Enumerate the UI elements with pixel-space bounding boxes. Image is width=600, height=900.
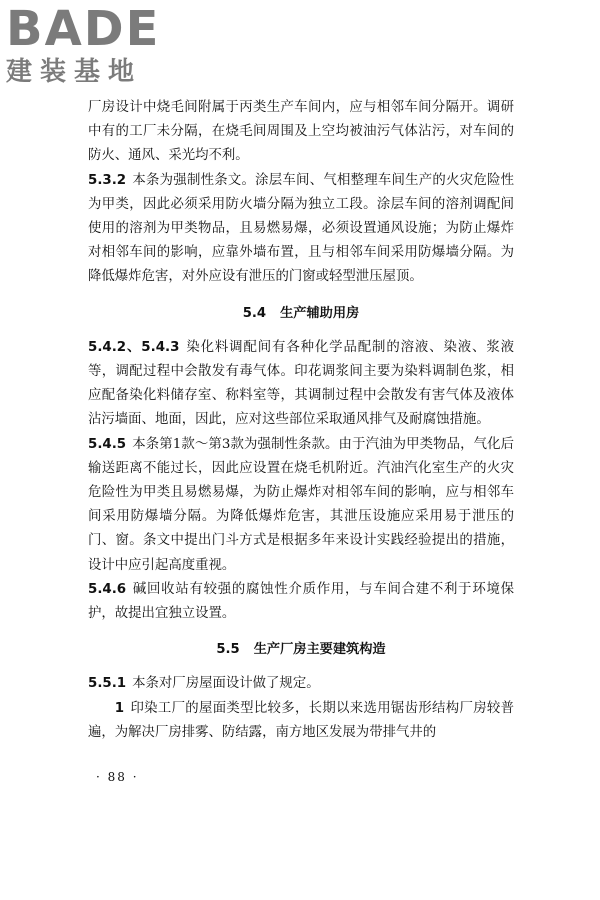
clause-text: 染化料调配间有各种化学品配制的溶液、染液、浆液等，调配过程中会散发有毒气体。印花调浆间主要为染料调制色浆，相应配备染化料储存室、称料室等，其调制过程中会散发有害气体及液体沾污墙面、地面，因此，应对这些部位采取通风排气及耐腐蚀措施。 xyxy=(88,339,514,428)
clause-5-4-6 xyxy=(88,578,514,626)
section-title-text: 生产辅助用房 xyxy=(280,305,360,321)
clause-5-3-2 xyxy=(88,169,514,290)
clause-text: 本条第1款～第3款为强制性条款。由于汽油为甲类物品，气化后输送距离不能过长，因此应设置在烧毛机附近。汽油汽化室生产的火灾危险性为甲类且易燃易爆，为防止爆炸对相邻车间的影响，应与相邻车间采用防爆墙分隔。为降低爆炸危害，其泄压设施应采用易于泄压的门、窗。条文中提出门斗方式是根据多年来设计实践经验提出的措施，设计中应引起高度重视。 xyxy=(88,436,514,573)
bade-logo xyxy=(6,1,176,88)
item-number: 1 xyxy=(114,700,125,716)
section-heading-5-4 xyxy=(88,302,514,326)
clause-5-4-5 xyxy=(88,433,514,578)
section-number: 5.4 xyxy=(242,305,267,321)
paragraph-text: 厂房设计中烧毛间附属于丙类生产车间内，应与相邻车间分隔开。调研中有的工厂未分隔，在烧毛间周围及上空均被油污气体沾污，对车间的防火、通风、采光均不利。 xyxy=(88,100,514,164)
page-number: · 88 · xyxy=(96,770,139,784)
logo-chinese-text: 建装基地 xyxy=(6,57,143,87)
clause-5-5-1 xyxy=(88,672,514,696)
clause-number: 5.5.1 xyxy=(88,676,127,692)
section-heading-5-5 xyxy=(88,638,514,662)
page-content xyxy=(88,96,514,745)
clause-text: 本条为强制性条文。涂层车间、气相整理车间生产的火灾危险性为甲类，因此必须采用防火墙分隔为独立工段。涂层车间的溶剂调配间使用的溶剂为甲类物品，且易燃易爆，必须设置通风设施；为防止爆炸对相邻车间的影响，应靠外墙布置，且与相邻车间采用防爆墙分隔。为降低爆炸危害，对外应设有泄压的门窗或轻型泄压屋顶。 xyxy=(88,172,514,285)
clause-number: 5.4.5 xyxy=(88,436,127,452)
section-title-text: 生产厂房主要建筑构造 xyxy=(253,642,386,658)
clause-number: 5.3.2 xyxy=(88,172,127,188)
logo-wordmark: BADE xyxy=(6,1,161,57)
clause-text: 碱回收站有较强的腐蚀性介质作用，与车间合建不利于环境保护，故提出宜独立设置。 xyxy=(88,581,514,622)
item-text: 印染工厂的屋面类型比较多，长期以来选用锯齿形结构厂房较普遍，为解决厂房排雾、防结露，南方地区发展为带排气井的 xyxy=(88,700,514,740)
clause-number: 5.4.6 xyxy=(88,581,127,597)
section-number: 5.5 xyxy=(216,642,240,658)
clause-number: 5.4.2、5.4.3 xyxy=(88,339,180,355)
clause-text: 本条对厂房屋面设计做了规定。 xyxy=(132,676,320,692)
paragraph-intro xyxy=(88,96,514,169)
clause-5-4-2-5-4-3 xyxy=(88,336,514,433)
list-item-1 xyxy=(88,697,514,745)
